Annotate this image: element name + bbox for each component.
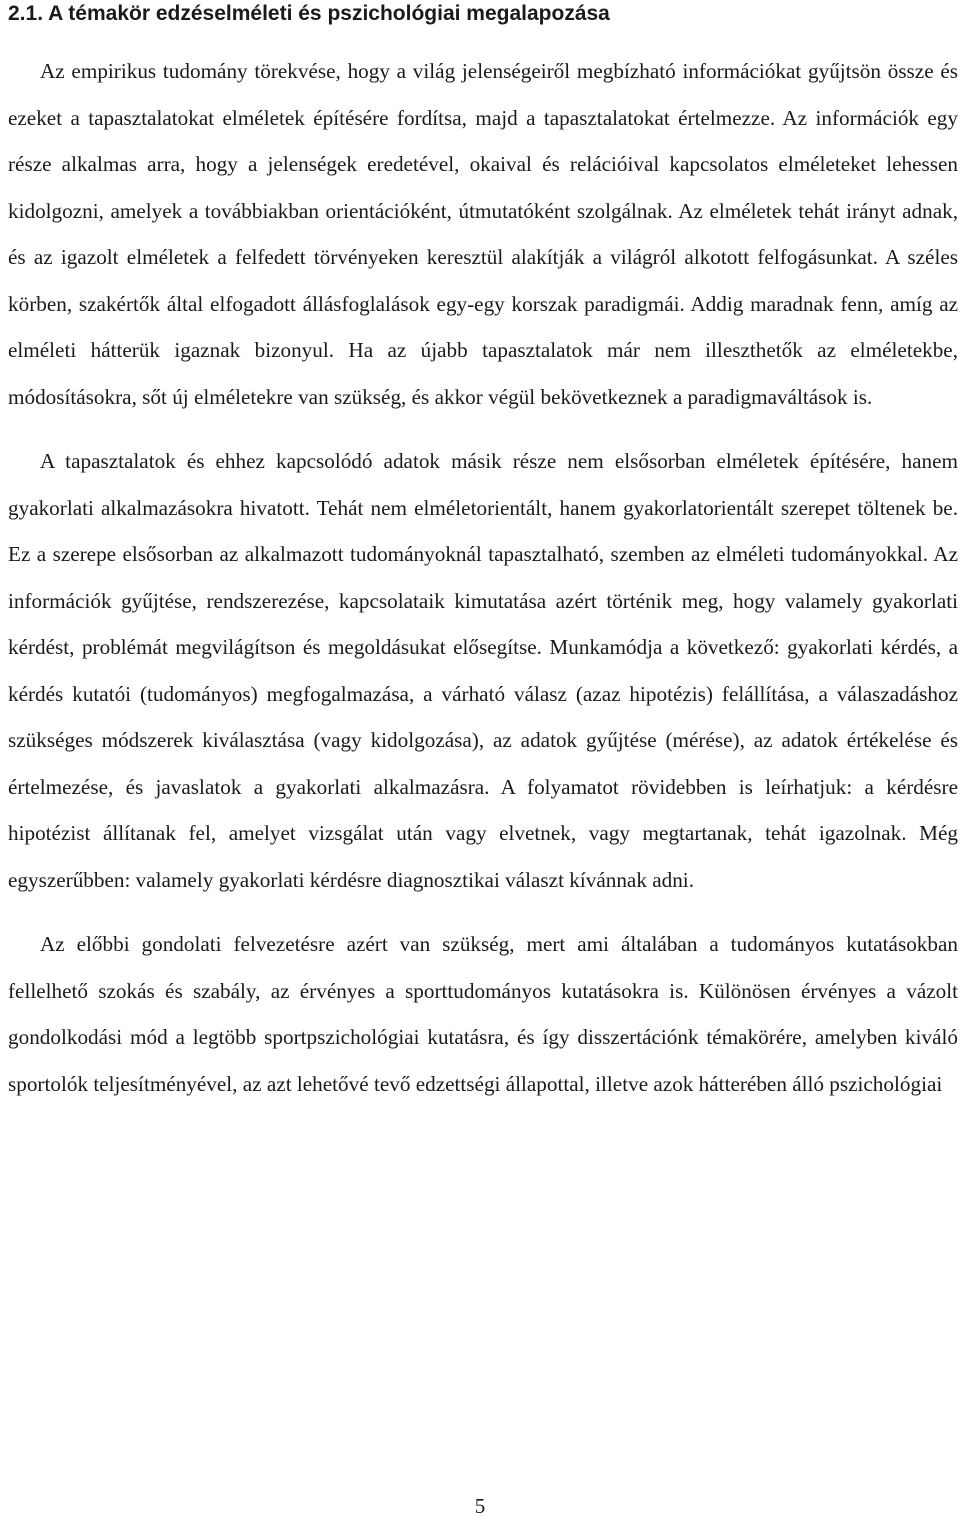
paragraph-1: Az empirikus tudomány törekvése, hogy a világ jelenségeiről megbízható információkat gyűjtsön össze és ezeket a tapasztalatokat elméletek építésére fordítsa, majd a tapasztalatokat értelmezze. Az információk egy része alkalmas arra, hogy a jelenségek eredetével, okaival és relációival kapcsolatos elméleteket lehessen kidolgozni, amelyek a továbbiakban orientációként, útmutatóként szolgálnak. Az elméletek tehát irányt adnak, és az igazolt elméletek a felfedett törvényeken keresztül alakítják a világról alkotott felfogásunkat. A széles körben, szakértők által elfogadott állásfoglalások egy-egy korszak paradigmái. Addig maradnak fenn, amíg az elméleti hátterük igaznak bizonyul. Ha az újabb tapasztalatok már nem illeszthetők az elméletekbe, módosításokra, sőt új elméletekre van szükség, és akkor végül bekövetkeznek a paradigmaváltások is. (8, 59, 958, 409)
document-page (8, 0, 958, 1107)
section-heading: 2.1. A témakör edzéselméleti és pszichológiai megalapozása (8, 2, 610, 25)
paragraph-3: Az előbbi gondolati felvezetésre azért van szükség, mert ami általában a tudományos kutatásokban fellelhető szokás és szabály, az érvényes a sporttudományos kutatásokra is. Különösen érvényes a vázolt gondolkodási mód a legtöbb sportpszichológiai kutatásra, és így disszertációnk témakörére, amelyben kiváló sportolók teljesítményével, az azt lehetővé tevő edzettségi állapottal, illetve azok hátterében álló pszichológiai (8, 932, 958, 1096)
page-number: 5 (474, 1494, 486, 1518)
paragraph-2: A tapasztalatok és ehhez kapcsolódó adatok másik része nem elsősorban elméletek építésére, hanem gyakorlati alkalmazásokra hivatott. Tehát nem elméletorientált, hanem gyakorlatorientált szerepet töltenek be. Ez a szerepe elsősorban az alkalmazott tudományoknál tapasztalható, szemben az elméleti tudományokkal. Az információk gyűjtése, rendszerezése, kapcsolataik kimutatása azért történik meg, hogy valamely gyakorlati kérdést, problémát megvilágítson és megoldásukat elősegítse. Munkamódja a következő: gyakorlati kérdés, a kérdés kutatói (tudományos) megfogalmazása, a várható válasz (azaz hipotézis) felállítása, a válaszadáshoz szükséges módszerek kiválasztása (vagy kidolgozása), az adatok gyűjtése (mérése), az adatok értékelése és értelmezése, és javaslatok a gyakorlati alkalmazásra. A folyamatot rövidebben is leírhatjuk: a kérdésre hipotézist állítanak fel, amelyet vizsgálat után vagy elvetnek, vagy megtartanak, tehát igazolnak. Még egyszerűbben: valamely gyakorlati kérdésre diagnosztikai választ kívánnak adni. (8, 449, 958, 892)
